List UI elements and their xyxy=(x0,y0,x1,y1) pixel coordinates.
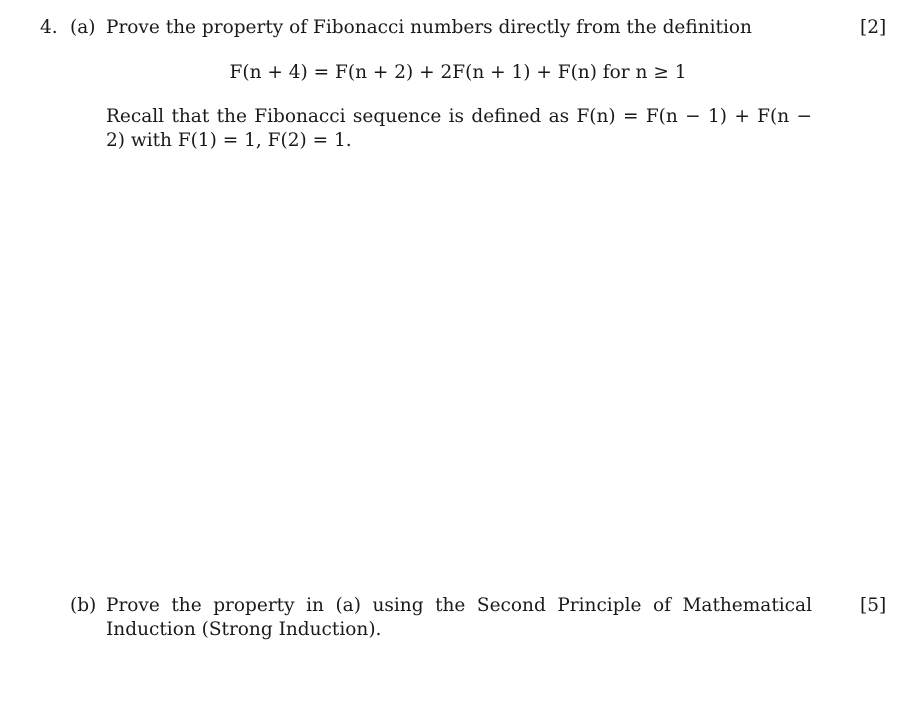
question-number: 4. xyxy=(40,17,58,38)
fibonacci-property-equation: F(n + 4) = F(n + 2) + 2F(n + 1) + F(n) for n ≥ 1 xyxy=(229,62,687,83)
part-a-marks: [2] xyxy=(860,17,887,38)
fibonacci-definition-note: Recall that the Fibonacci sequence is defined as F(n) = F(n − 1) + F(n − 2) with F(1) = 1, F(2) = 1. xyxy=(106,106,812,151)
part-b-marks: [5] xyxy=(860,595,887,616)
part-a-prompt: Prove the property of Fibonacci numbers directly from the definition xyxy=(106,17,752,38)
part-a-label: (a) xyxy=(70,17,96,38)
part-b-label: (b) xyxy=(70,595,97,616)
part-b-prompt: Prove the property in (a) using the Second Principle of Mathematical Induction (Strong Induction). xyxy=(106,595,812,640)
